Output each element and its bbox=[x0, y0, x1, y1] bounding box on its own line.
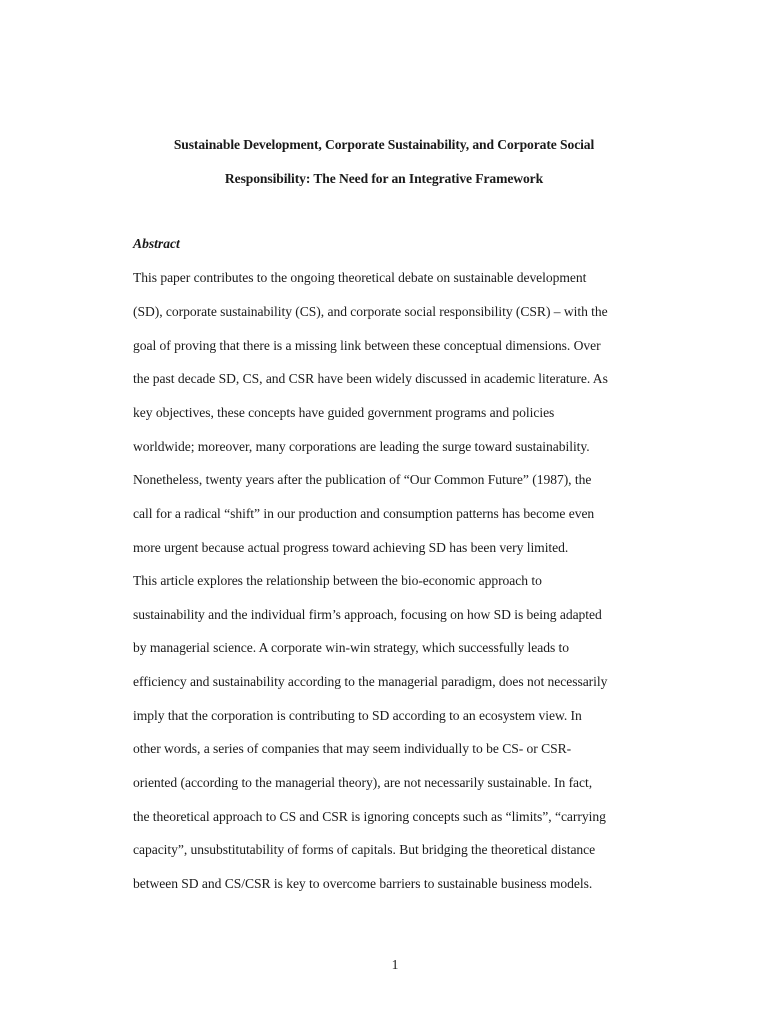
abstract-line: key objectives, these concepts have guided government programs and policies bbox=[133, 405, 555, 420]
abstract-line: This article explores the relationship between the bio-economic approach to bbox=[133, 573, 542, 588]
paper-title-line-1: Sustainable Development, Corporate Sustainability, and Corporate Social bbox=[173, 137, 595, 152]
abstract-line: by managerial science. A corporate win-win strategy, which successfully leads to bbox=[133, 640, 570, 655]
paper-title-line-2: Responsibility: The Need for an Integrative Framework bbox=[224, 171, 544, 186]
abstract-line: sustainability and the individual firm’s approach, focusing on how SD is being adapted bbox=[133, 607, 602, 622]
abstract-line: efficiency and sustainability according to the managerial paradigm, does not necessarily bbox=[133, 674, 608, 689]
abstract-heading: Abstract bbox=[133, 236, 180, 251]
page-number: 1 bbox=[391, 957, 399, 972]
abstract-line: more urgent because actual progress toward achieving SD has been very limited. bbox=[133, 540, 569, 555]
abstract-line: oriented (according to the managerial theory), are not necessarily sustainable. In fact, bbox=[133, 775, 593, 790]
abstract-line: goal of proving that there is a missing link between these conceptual dimensions. Over bbox=[133, 338, 601, 353]
abstract-line: other words, a series of companies that may seem individually to be CS- or CSR- bbox=[133, 741, 572, 756]
abstract-line: capacity”, unsubstitutability of forms of capitals. But bridging the theoretical distance bbox=[133, 842, 596, 857]
abstract-line: the theoretical approach to CS and CSR is ignoring concepts such as “limits”, “carrying bbox=[133, 809, 606, 824]
abstract-line: Nonetheless, twenty years after the publication of “Our Common Future” (1987), the bbox=[133, 472, 592, 487]
abstract-line: the past decade SD, CS, and CSR have been widely discussed in academic literature. As bbox=[133, 371, 608, 386]
abstract-line: worldwide; moreover, many corporations are leading the surge toward sustainability. bbox=[133, 439, 590, 454]
abstract-line: imply that the corporation is contributing to SD according to an ecosystem view. In bbox=[133, 708, 582, 723]
abstract-line: call for a radical “shift” in our production and consumption patterns has become even bbox=[133, 506, 595, 521]
abstract-line: This paper contributes to the ongoing theoretical debate on sustainable development bbox=[133, 270, 587, 285]
abstract-line: between SD and CS/CSR is key to overcome barriers to sustainable business models. bbox=[133, 876, 593, 891]
abstract-line: (SD), corporate sustainability (CS), and corporate social responsibility (CSR) – with the bbox=[133, 304, 608, 319]
